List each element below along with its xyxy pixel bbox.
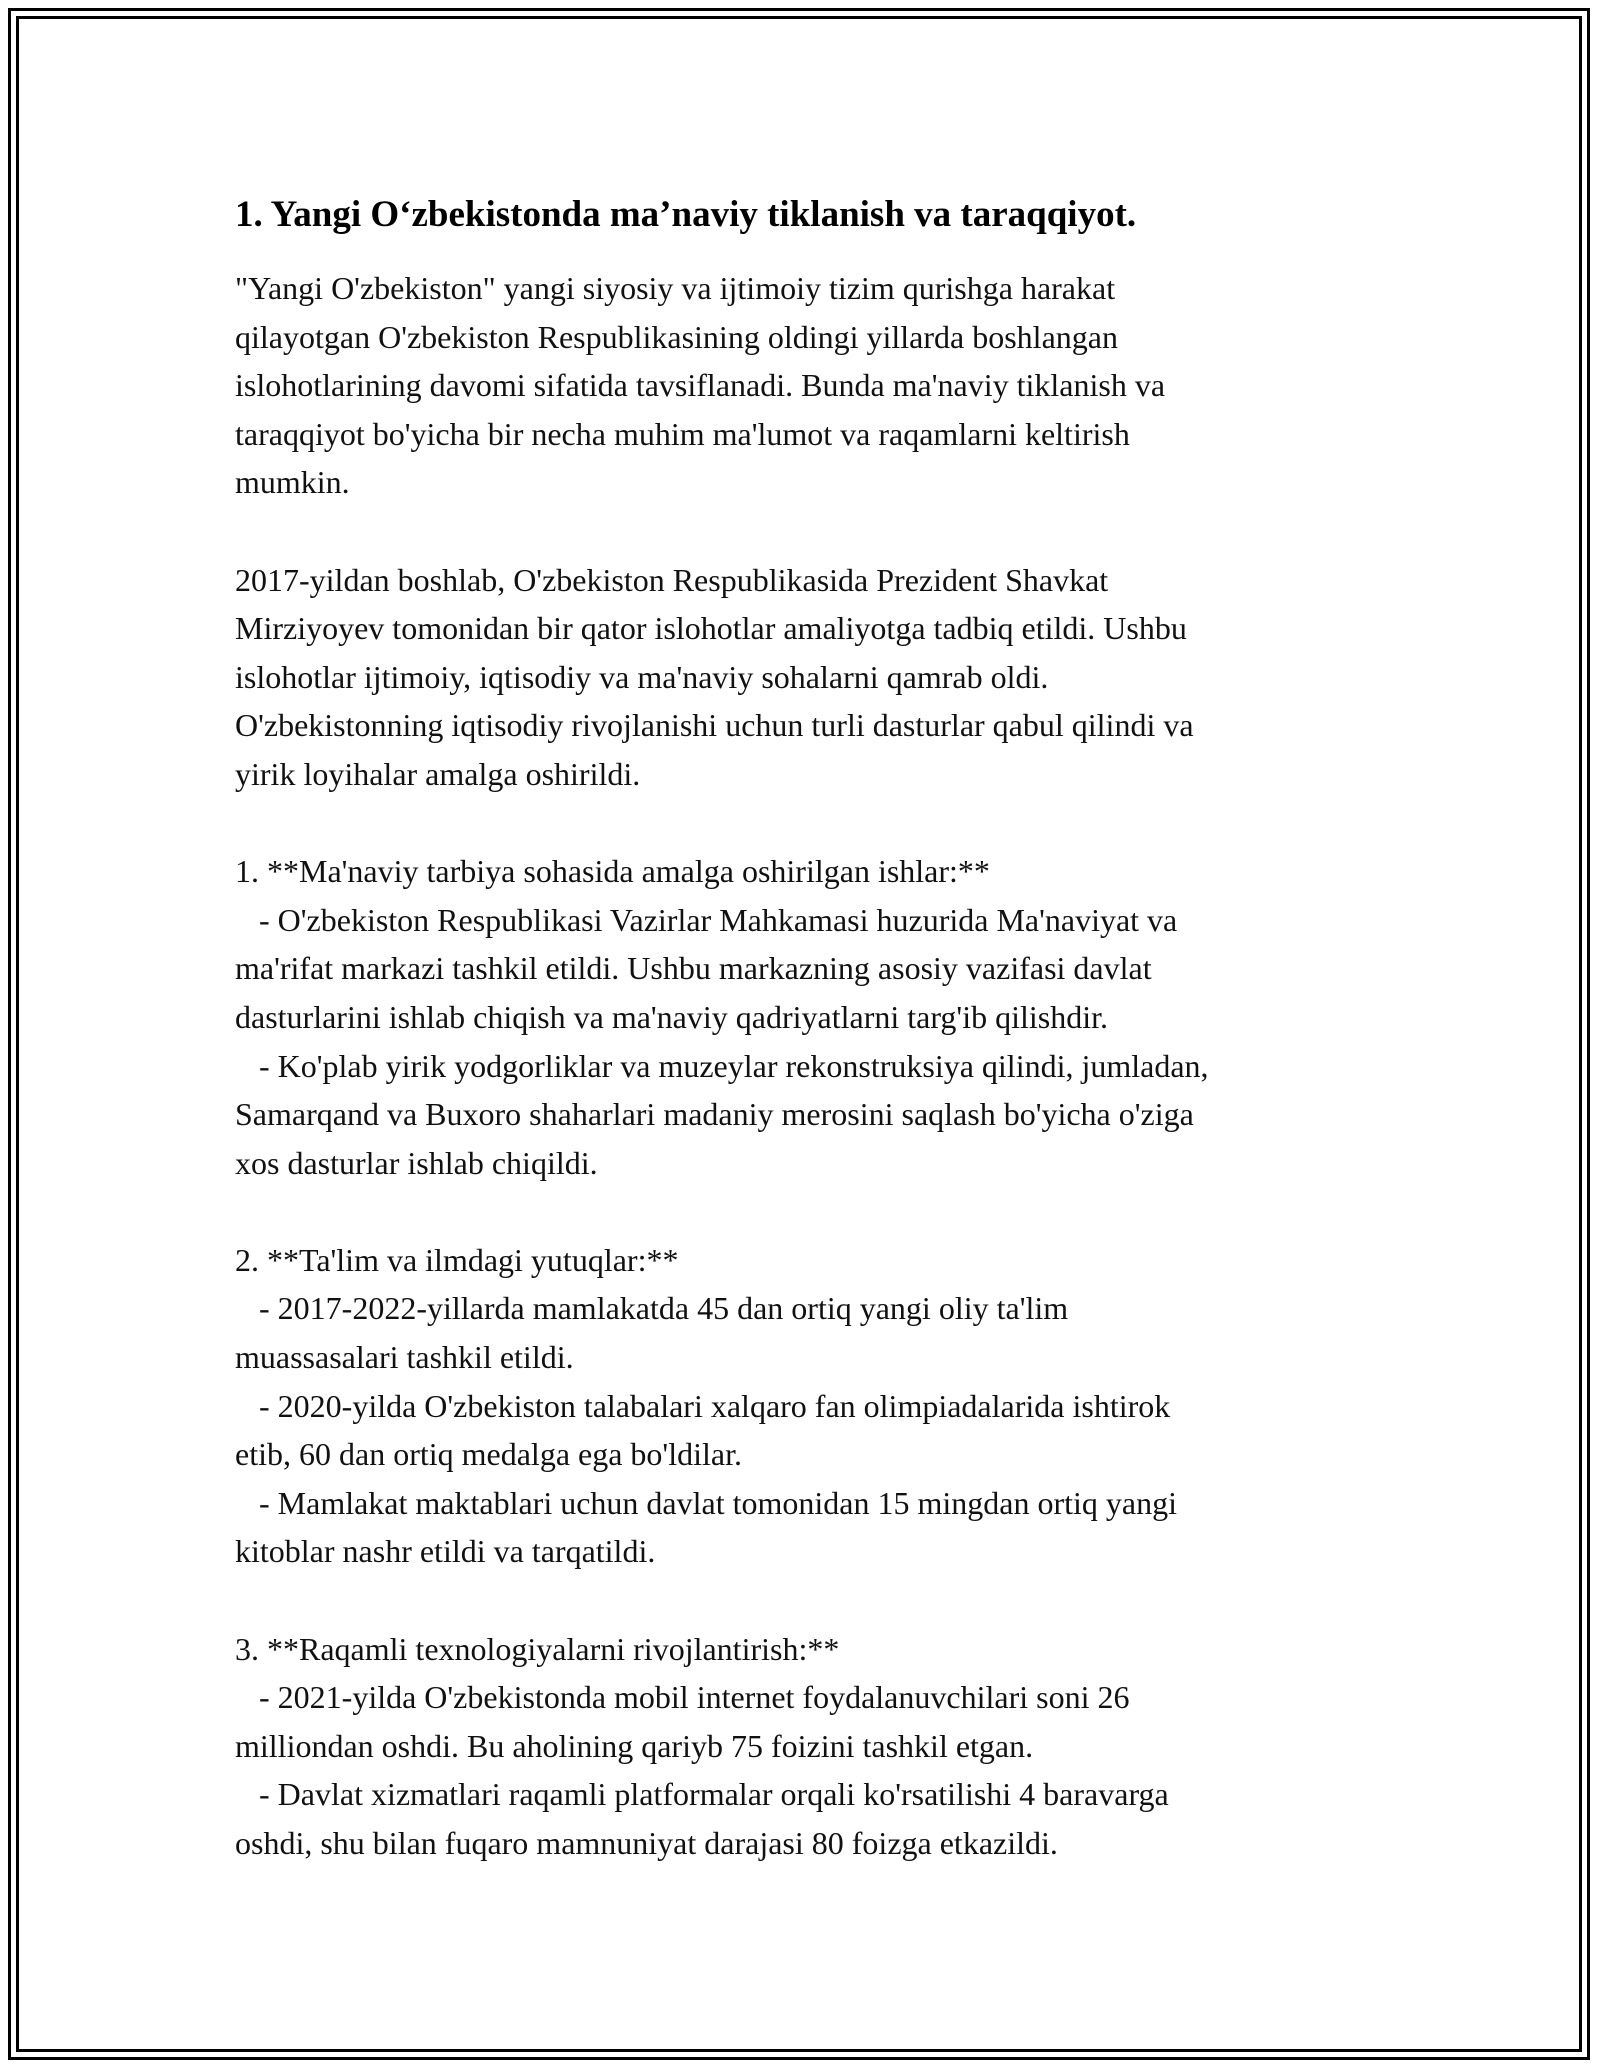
- paragraph-spacer: [235, 507, 1375, 556]
- section-spiritual-education: 1. **Ma'naviy tarbiya sohasida amalga oshirilgan ishlar:** - O'zbekiston Respublikasi Vazirlar Mahkamasi huzurida Ma'naviyat va ma'rifat markazi tashkil etildi. Ushbu markazning asosiy vazifasi davlat dasturlarini ishlab chiqish va ma'naviy qadriyatlarni targ'ib qilishdir. - Ko'plab yirik yodgorliklar va muzeylar rekonstruksiya qilindi, jumladan, Samarqand va Buxoro shaharlari madaniy merosini saqlash bo'yicha o'ziga xos dasturlar ishlab chiqildi.: [235, 853, 1209, 1181]
- paragraph-spacer: [235, 1576, 1375, 1625]
- section-digital-technologies: 3. **Raqamli texnologiyalarni rivojlantirish:** - 2021-yilda O'zbekistonda mobil internet foydalanuvchilari soni 26 milliondan oshdi. Bu aholining qariyb 75 foizini tashkil etgan. - Davlat xizmatlari raqamli platformalar orqali ko'rsatilishi 4 baravarga oshdi, shu bilan fuqaro mamnuniyat darajasi 80 foizga etkazildi.: [235, 1630, 1169, 1861]
- paragraph-spacer: [235, 799, 1375, 848]
- paragraph-intro: "Yangi O'zbekiston" yangi siyosiy va ijtimoiy tizim qurishga harakat qilayotgan O'zbekiston Respublikasining oldingi yillarda boshlangan islohotlarining davomi sifatida tavsiflanadi. Bunda ma'naviy tiklanish va taraqqiyot bo'yicha bir necha muhim ma'lumot va raqamlarni keltirish mumkin.: [235, 270, 1166, 501]
- paragraph-spacer: [235, 1187, 1375, 1236]
- paragraph-reforms: 2017-yildan boshlab, O'zbekiston Respublikasida Prezident Shavkat Mirziyoyev tomonidan bir qator islohotlar amaliyotga tadbiq etildi. Ushbu islohotlar ijtimoiy, iqtisodiy va ma'naviy sohalarni qamrab oldi. O'zbekistonning iqtisodiy rivojlanishi uchun turli dasturlar qabul qilindi va yirik loyihalar amalga oshirildi.: [235, 561, 1194, 792]
- section-education-science: 2. **Ta'lim va ilmdagi yutuqlar:** - 2017-2022-yillarda mamlakatda 45 dan ortiq yangi oliy ta'lim muassasalari tashkil etildi. - 2020-yilda O'zbekiston talabalari xalqaro fan olimpiadalarida ishtirok etib, 60 dan ortiq medalga ega bo'ldilar. - Mamlakat maktablari uchun davlat tomonidan 15 mingdan ortiq yangi kitoblar nashr etildi va tarqatildi.: [235, 1241, 1177, 1570]
- document-body: [235, 190, 1375, 1868]
- page-title: 1. Yangi O‘zbekistonda ma’naviy tiklanish va taraqqiyot.: [235, 194, 1137, 235]
